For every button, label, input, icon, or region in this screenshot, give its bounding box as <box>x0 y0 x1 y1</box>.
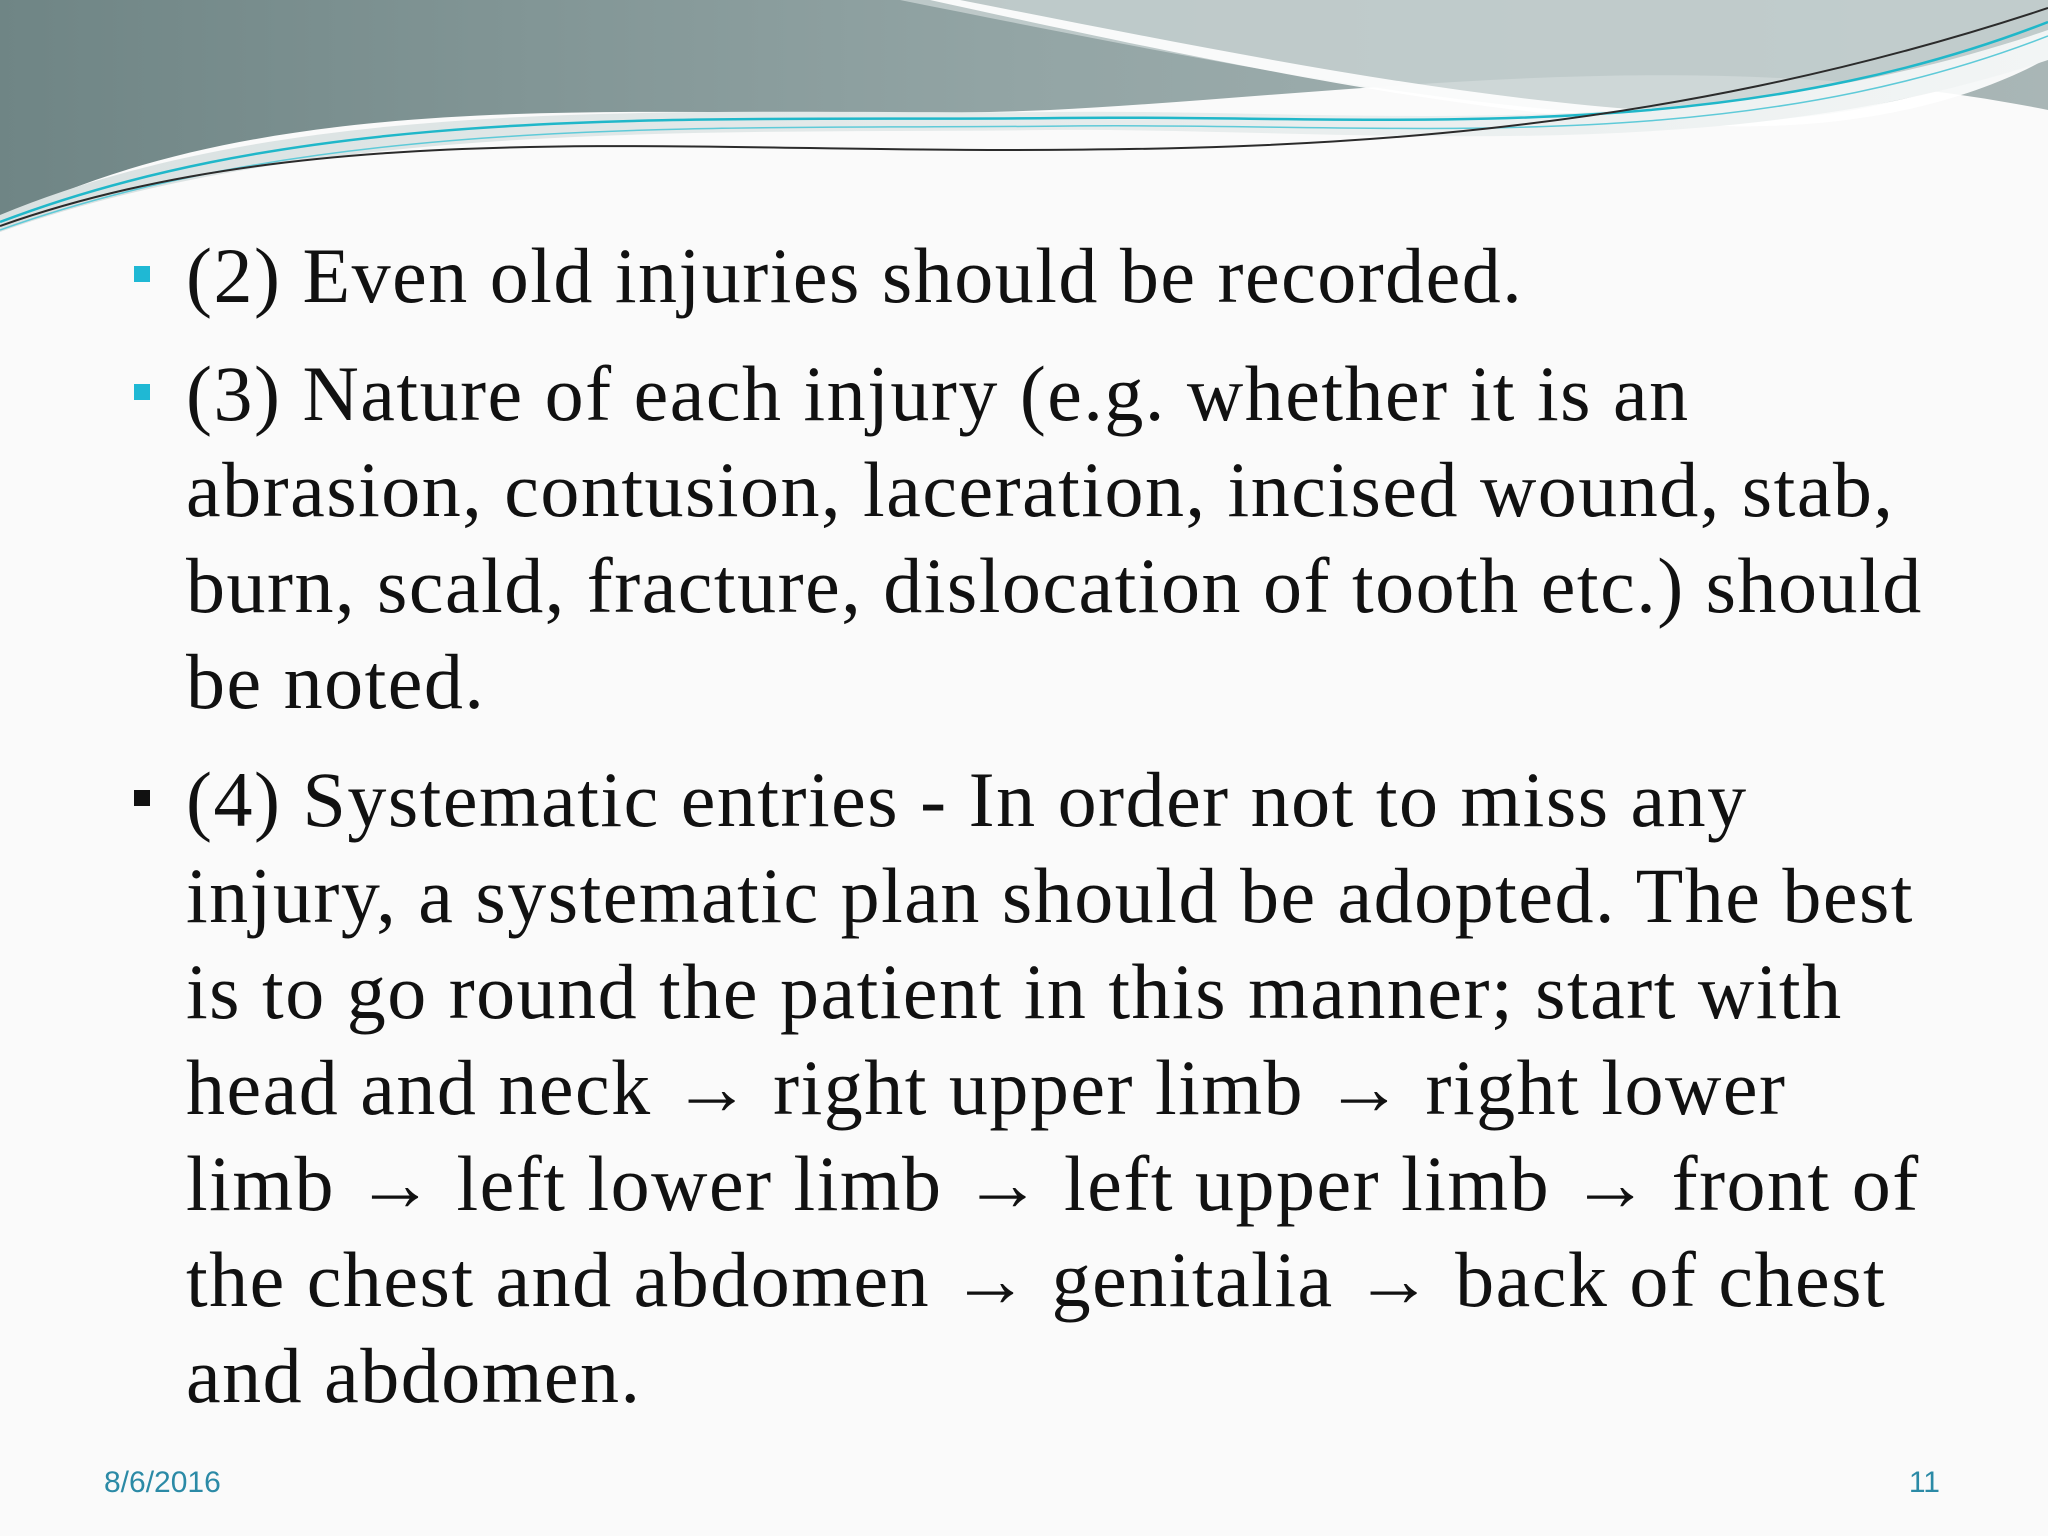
bullet-item <box>130 228 1950 324</box>
header-wave-decoration <box>0 0 2048 260</box>
slide-content <box>130 228 1950 1446</box>
footer-date: 8/6/2016 <box>104 1466 221 1499</box>
square-bullet-icon <box>134 790 150 806</box>
square-bullet-icon <box>134 384 150 400</box>
bullet-item <box>130 346 1950 730</box>
bullet-text: (4) Systematic entries - In order not to miss any injury, a systematic plan should be adopted. The best is to go round the patient in this manner; start with head and neck → right upper limb → right lower limb → left lower limb → left upper limb → front of the chest and abdomen → genitalia → back of chest and abdomen. <box>186 756 1920 1419</box>
slide-number: 11 <box>1908 1466 1940 1499</box>
square-bullet-icon <box>134 266 150 282</box>
bullet-item <box>130 752 1950 1424</box>
bullet-text: (3) Nature of each injury (e.g. whether it is an abrasion, contusion, laceration, incised wound, stab, burn, scald, fracture, dislocation of tooth etc.) should be noted. <box>186 350 1923 725</box>
bullet-text: (2) Even old injuries should be recorded. <box>186 232 1524 319</box>
